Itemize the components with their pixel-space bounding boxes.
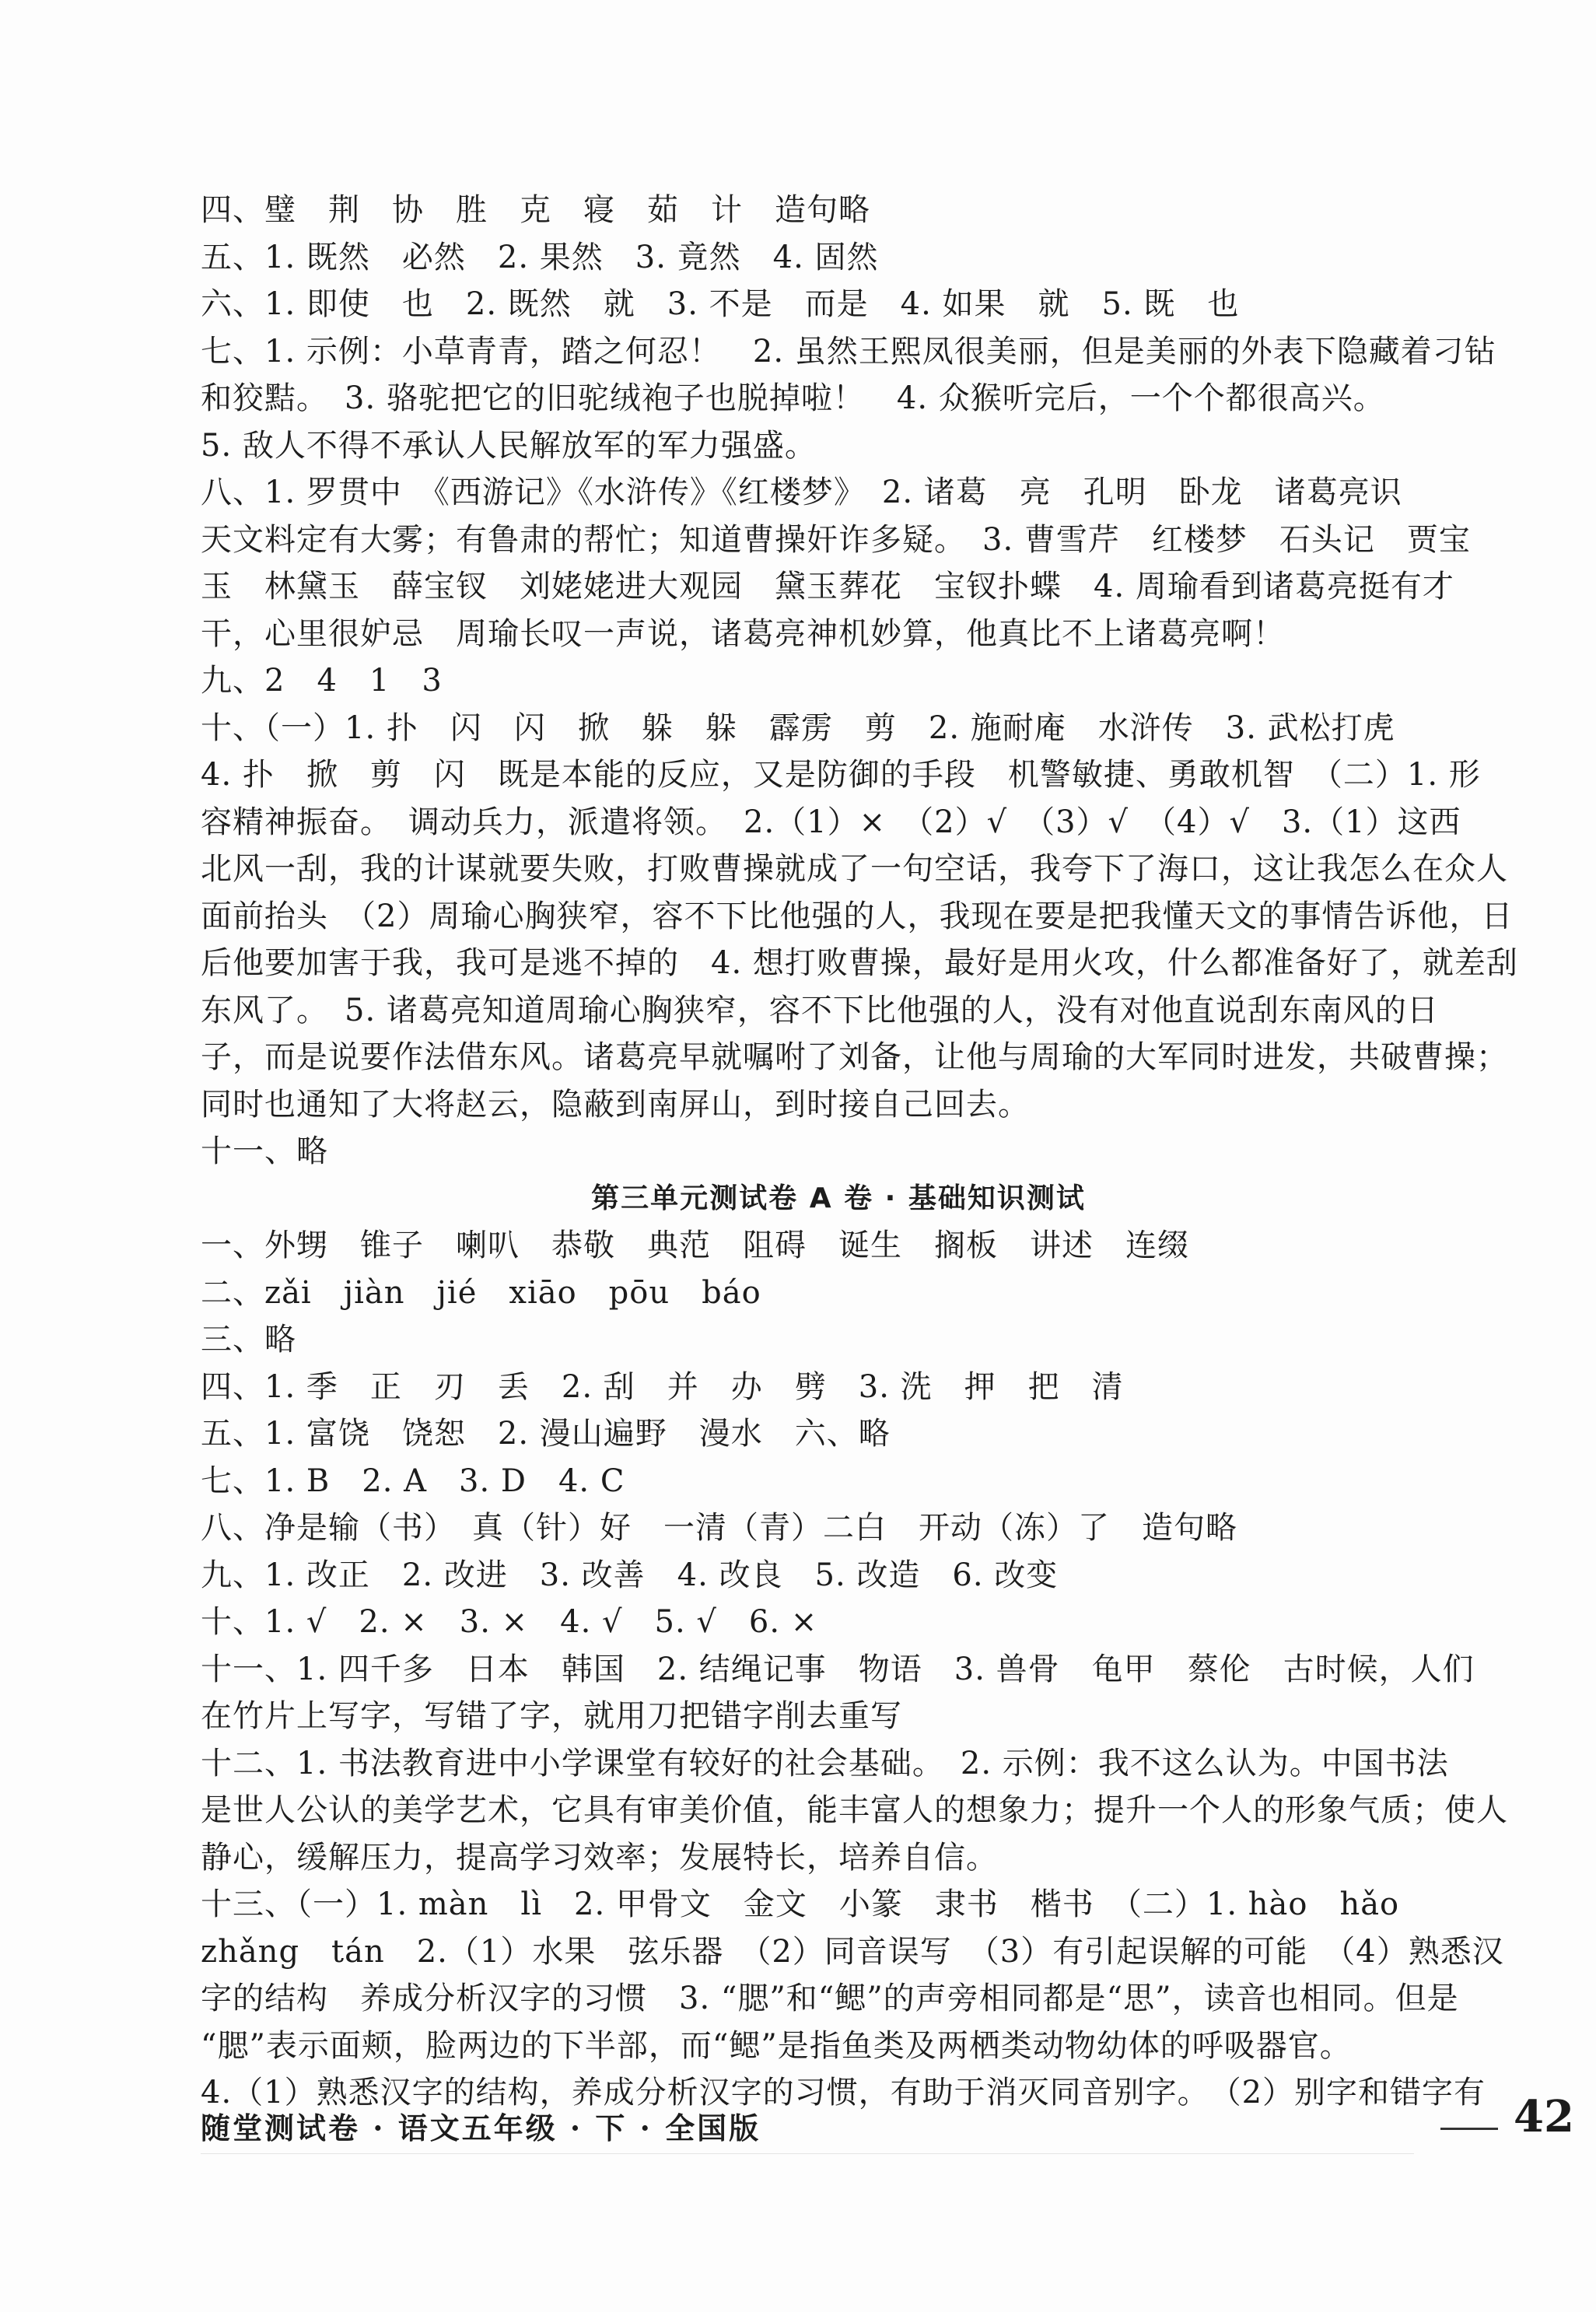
- answer-line: 北风一刮，我的计谋就要失败，打败曹操就成了一句空话，我夸下了海口，这让我怎么在众人: [201, 851, 1508, 887]
- answer-line: 十、1. √ 2. × 3. × 4. √ 5. √ 6. ×: [201, 1604, 818, 1640]
- answer-line: 二、zǎi jiàn jié xiāo pōu báo: [201, 1274, 761, 1311]
- answer-line: 4.（1）熟悉汉字的结构，养成分析汉字的习惯，有助于消灭同音别字。 （2）别字和错字有: [201, 2075, 1486, 2111]
- answer-line: 八、净是输（书） 真（针）好 一清（青）二白 开动（冻）了 造句略: [201, 1510, 1237, 1546]
- answer-line: 十三、（一）1. màn lì 2. 甲骨文 金文 小篆 隶书 楷书 （二）1. hào hǎo: [201, 1886, 1400, 1922]
- answer-line: 和狡黠。 3. 骆驼把它的旧驼绒袍子也脱掉啦！ 4. 众猴听完后，一个个都很高兴。: [201, 380, 1385, 416]
- answer-line: 子，而是说要作法借东风。诸葛亮早就嘱咐了刘备，让他与周瑜的大军同时进发，共破曹操；: [201, 1039, 1508, 1075]
- answer-line: 静心，缓解压力，提高学习效率；发展特长，培养自信。: [201, 1839, 998, 1876]
- answer-line: 玉 林黛玉 薛宝钗 刘姥姥进大观园 黛玉葬花 宝钗扑蝶 4. 周瑜看到诸葛亮挺有才: [201, 569, 1454, 604]
- answer-line: 九、2 4 1 3: [201, 663, 443, 699]
- page-number: 42: [1514, 2091, 1574, 2142]
- answer-line: 十一、1. 四千多 日本 韩国 2. 结绳记事 物语 3. 兽骨 龟甲 蔡伦 古时候，人们: [201, 1651, 1475, 1687]
- answer-line: 六、1. 即使 也 2. 既然 就 3. 不是 而是 4. 如果 就 5. 既 也: [201, 286, 1240, 322]
- answer-line: 八、1. 罗贯中 《西游记》《水浒传》《红楼梦》 2. 诸葛 亮 孔明 卧龙 诸葛亮识: [201, 475, 1402, 510]
- section-heading: 第三单元测试卷 A 卷 · 基础知识测试: [591, 1182, 1086, 1214]
- answer-line: 面前抬头 （2）周瑜心胸狭窄，容不下比他强的人，我现在要是把我懂天文的事情告诉他，日: [201, 898, 1514, 934]
- answer-line: 天文料定有大雾；有鲁肃的帮忙；知道曹操奸诈多疑。 3. 曹雪芹 红楼梦 石头记 贾宝: [201, 521, 1471, 558]
- answer-line: 同时也通知了大将赵云，隐蔽到南屏山，到时接自己回去。: [201, 1086, 1030, 1123]
- answer-line: 一、外甥 锥子 喇叭 恭敬 典范 阻碍 诞生 搁板 讲述 连缀: [201, 1228, 1189, 1263]
- answer-line: 字的结构 养成分析汉字的习惯 3. “腮”和“鳃”的声旁相同都是“思”，读音也相同。但是: [201, 1981, 1459, 2016]
- answer-line: zhǎng tán 2.（1）水果 弦乐器 （2）同音误写 （3）有引起误解的可能 （4）熟悉汉: [201, 1933, 1504, 1970]
- answer-line: 七、1. 示例：小草青青，踏之何忍！ 2. 虽然王熙凤很美丽，但是美丽的外表下隐藏着刁钻: [201, 333, 1496, 370]
- answer-line: 五、1. 既然 必然 2. 果然 3. 竟然 4. 固然: [201, 239, 879, 275]
- answer-line: “腮”表示面颊，脸两边的下半部，而“鳃”是指鱼类及两栖类动物幼体的呼吸器官。: [201, 2027, 1352, 2064]
- answer-line: 七、1. B 2. A 3. D 4. C: [201, 1463, 625, 1499]
- answer-line: 干，心里很妒忌 周瑜长叹一声说，诸葛亮神机妙算，他真比不上诸葛亮啊！: [201, 615, 1285, 652]
- answer-line: 十一、略: [201, 1133, 328, 1169]
- answer-line: 九、1. 改正 2. 改进 3. 改善 4. 改良 5. 改造 6. 改变: [201, 1557, 1059, 1593]
- answer-line: 后他要加害于我，我可是逃不掉的 4. 想打败曹操，最好是用火攻，什么都准备好了，就差刮: [201, 945, 1518, 981]
- answer-line: 东风了。 5. 诸葛亮知道周瑜心胸狭窄，容不下比他强的人，没有对他直说刮东南风的日: [201, 992, 1439, 1028]
- answer-line: 四、璧 荆 协 胜 克 寝 茹 计 造句略: [201, 192, 870, 228]
- answer-line: 容精神振奋。 调动兵力，派遣将领。 2.（1）× （2）√ （3）√ （4）√ 3.（1）这西: [201, 804, 1461, 840]
- answer-line: 十二、1. 书法教育进中小学课堂有较好的社会基础。 2. 示例：我不这么认为。中国书法: [201, 1745, 1449, 1781]
- answer-content: [201, 187, 1518, 2117]
- answer-line: 四、1. 季 正 刃 丢 2. 刮 并 办 劈 3. 洗 押 把 清: [201, 1368, 1124, 1405]
- answer-line: 五、1. 富饶 饶恕 2. 漫山遍野 漫水 六、略: [201, 1416, 891, 1452]
- bottom-divider: [201, 2153, 1414, 2154]
- answer-line: 是世人公认的美学艺术，它具有审美价值，能丰富人的想象力；提升一个人的形象气质；使人: [201, 1792, 1508, 1828]
- answer-line: 4. 扑 掀 剪 闪 既是本能的反应，又是防御的手段 机警敏捷、勇敢机智 （二）1. 形: [201, 757, 1481, 793]
- answer-line: 十、（一）1. 扑 闪 闪 掀 躲 躲 霹雳 剪 2. 施耐庵 水浒传 3. 武松打虎: [201, 709, 1395, 746]
- answer-line: 三、略: [201, 1322, 296, 1357]
- footer-divider: [1440, 2128, 1498, 2130]
- answer-line: 5. 敌人不得不承认人民解放军的军力强盛。: [201, 427, 817, 464]
- footer-book-title: 随堂测试卷 · 语文五年级 · 下 · 全国版: [201, 2111, 761, 2146]
- answer-line: 在竹片上写字，写错了字，就用刀把错字削去重写: [201, 1698, 902, 1734]
